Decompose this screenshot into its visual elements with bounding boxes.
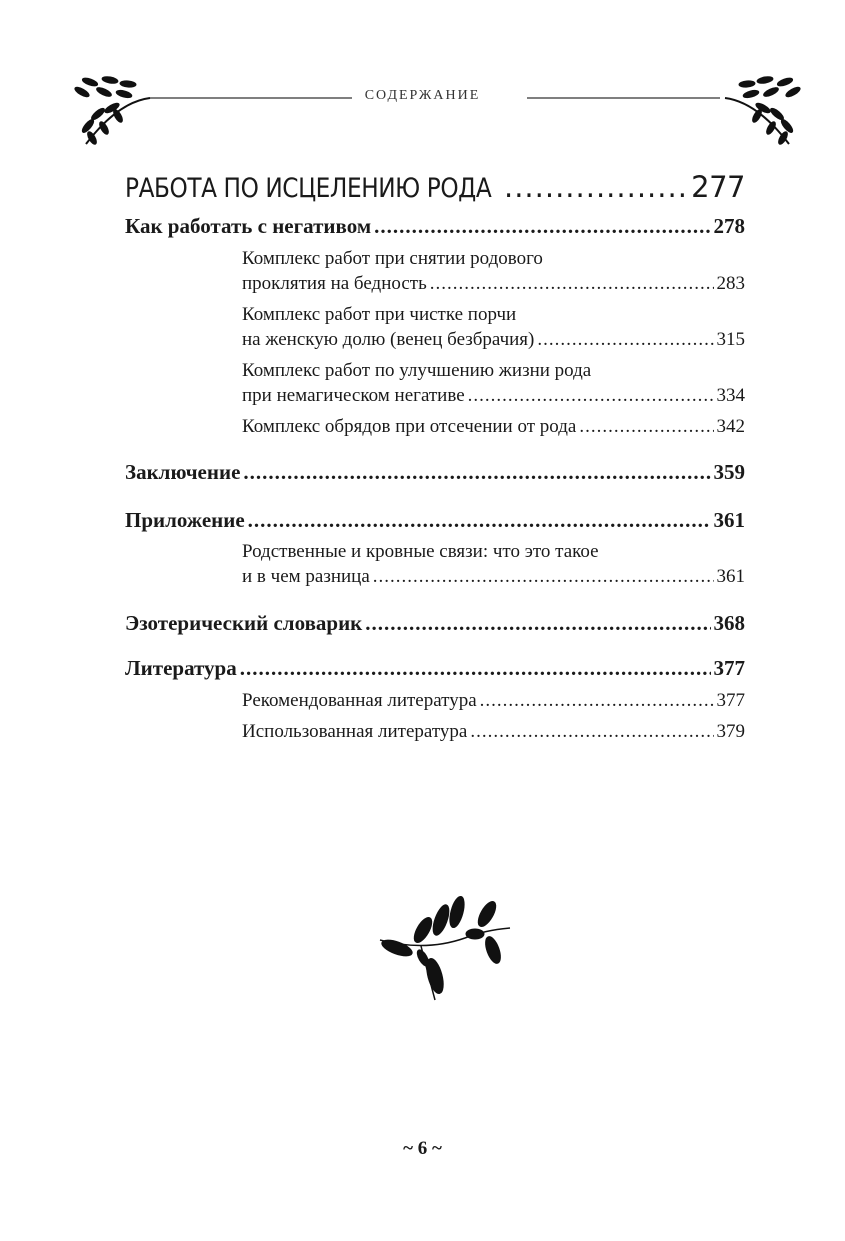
- toc-chapter[interactable]: [125, 508, 745, 533]
- left-laurel-icon: [74, 76, 150, 146]
- leader-dots: [374, 214, 710, 239]
- toc-sub-entry[interactable]: [242, 273, 745, 295]
- toc-sub-entry[interactable]: [242, 721, 745, 743]
- toc-part-label: РАБОТА ПО ИСЦЕЛЕНИЮ РОДА: [125, 173, 492, 204]
- toc-sub-entry[interactable]: [242, 385, 745, 407]
- header-ornament: [0, 70, 845, 160]
- toc-sub-label: и в чем разница: [242, 566, 370, 587]
- toc-chapter[interactable]: [125, 611, 745, 636]
- toc-sub-label: на женскую долю (венец безбрачия): [242, 329, 535, 350]
- toc-chapter[interactable]: [125, 656, 745, 681]
- toc-sub-line: Комплекс работ при чистке порчи: [242, 304, 517, 325]
- toc-sub-line: Комплекс работ по улучшению жизни рода: [242, 360, 592, 381]
- toc-sub-line: Родственные и кровные связи: что это такое: [242, 541, 599, 562]
- toc-sub-label: Рекомендованная литература: [242, 690, 477, 711]
- leader-dots: [248, 508, 711, 533]
- leader-dots: [470, 721, 713, 743]
- toc-sub-page: 315: [716, 329, 745, 350]
- leaf-branch-icon: [375, 890, 515, 1005]
- toc-sub-page: 342: [716, 416, 745, 437]
- toc-chapter-label: Приложение: [125, 508, 245, 532]
- right-laurel-icon: [725, 76, 801, 146]
- toc-sub-line: Комплекс работ при снятии родового: [242, 248, 543, 269]
- leader-dots: [243, 460, 710, 485]
- leader-dots: [537, 329, 713, 351]
- toc-sub-page: 361: [716, 566, 745, 587]
- toc-chapter-label: Литература: [125, 656, 237, 680]
- toc-sub-page: 334: [716, 385, 745, 406]
- toc-sub-entry[interactable]: [242, 566, 745, 588]
- toc-chapter-page: 361: [713, 508, 745, 532]
- toc-sub-label: Комплекс обрядов при отсечении от рода: [242, 416, 577, 437]
- toc-sub-label: при немагическом негативе: [242, 385, 465, 406]
- toc-chapter-page: 368: [713, 611, 745, 635]
- toc-part-page: 277: [691, 170, 745, 204]
- leader-dots: [480, 690, 714, 712]
- toc-sub-label: проклятия на бедность: [242, 273, 427, 294]
- toc-sub-entry[interactable]: [242, 329, 745, 351]
- leader-dots: [430, 273, 714, 295]
- leader-dots: [240, 656, 711, 681]
- toc-sub-page: 377: [716, 690, 745, 711]
- toc-chapter-label: Эзотерический словарик: [125, 611, 363, 635]
- toc-chapter-page: 377: [713, 656, 745, 680]
- toc-chapter-page: 278: [713, 214, 745, 238]
- toc-chapter-page: 359: [713, 460, 745, 484]
- toc-chapter[interactable]: [125, 460, 745, 485]
- leader-dots: [373, 566, 714, 588]
- toc-chapter-label: Как работать с негативом: [125, 214, 372, 238]
- leader-dots: [504, 170, 688, 204]
- header-title: СОДЕРЖАНИЕ: [364, 88, 481, 103]
- page-number: ~ 6 ~: [403, 1138, 442, 1159]
- leader-dots: [365, 611, 710, 636]
- toc-sub-label: Использованная литература: [242, 721, 468, 742]
- toc-sub-page: 379: [716, 721, 745, 742]
- toc-sub-entry[interactable]: [242, 690, 745, 712]
- toc-sub-entry[interactable]: [242, 416, 745, 438]
- toc-part[interactable]: [125, 170, 745, 204]
- leader-dots: [579, 416, 713, 438]
- toc-sub-page: 283: [716, 273, 745, 294]
- leader-dots: [468, 385, 714, 407]
- toc-chapter[interactable]: [125, 214, 745, 239]
- running-header: [0, 70, 845, 160]
- toc-chapter-label: Заключение: [125, 460, 241, 484]
